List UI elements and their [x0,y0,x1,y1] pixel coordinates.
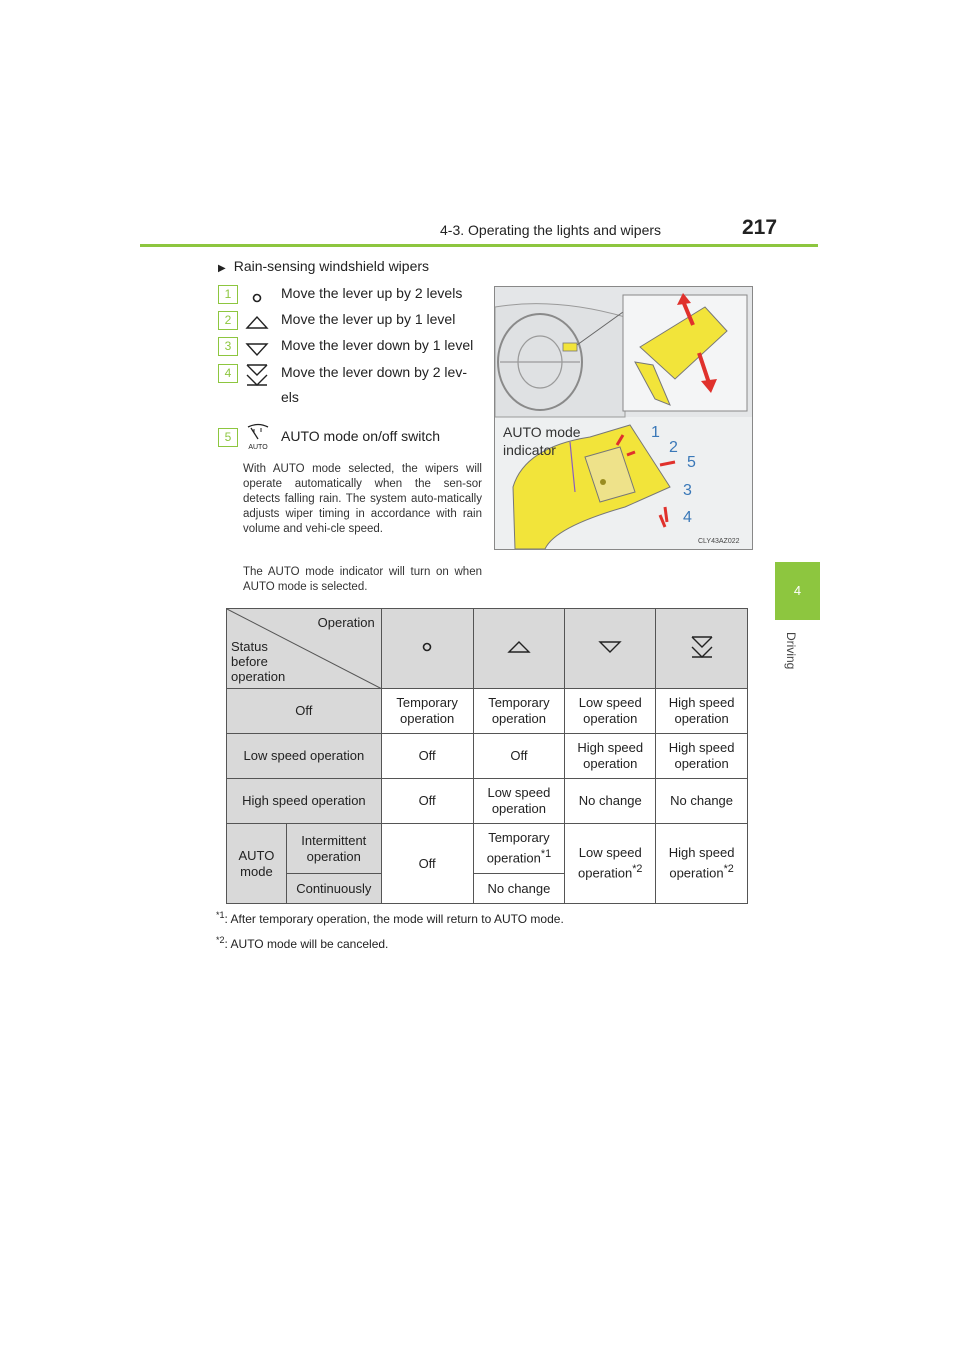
table-cell: Low speed operation [473,779,565,824]
auto-continuously-label: Continuously [286,874,381,904]
auto-col3-text: Low speed operation [578,845,642,881]
table-header-corner [227,609,382,689]
wiper-operation-table [226,608,748,904]
subheading [218,258,429,274]
item-text-4: Move the lever down by 2 lev-els [281,364,467,405]
table-cell: No change [656,779,748,824]
auto-col1-cell: Off [381,824,473,904]
table-row [227,779,748,824]
wiper-down-2-levels-icon [689,634,715,660]
item-number-4: 4 [218,364,238,383]
footnote-1-text: : After temporary operation, the mode will return to AUTO mode. [224,912,564,926]
illustration-code: CLY43AZ022 [698,538,740,545]
auto-mode-label: AUTO mode [227,824,287,904]
triangle-bullet-icon: ▶ [218,263,226,274]
col-header-up-2-levels [381,609,473,689]
wiper-up-1-level-icon [244,310,270,336]
item-number-1: 1 [218,285,238,304]
table-row [227,689,748,734]
table-cell: Low speed operation [565,689,656,734]
callout-number-2: 2 [669,439,678,456]
table-cell: Temporary operation [381,689,473,734]
table-cell: Off [381,734,473,779]
auto-col4-text: High speed operation [668,845,735,881]
section-title: 4-3. Operating the lights and wipers [440,222,662,238]
wiper-lever-illustration [494,286,753,550]
chapter-label: Driving [784,632,798,670]
auto-col2-intermittent-text: Temporary operation [486,830,550,866]
table-cell: High speed operation [656,734,748,779]
header-rule [140,244,818,247]
item-text-5: AUTO mode on/off switch [281,428,440,444]
header-operation-label: Operation [317,615,375,630]
item-number-2: 2 [218,311,238,330]
illustration-drawing [495,287,752,549]
footnote-mark-1: *1 [540,848,552,861]
auto-col2-intermittent-cell [473,824,565,874]
auto-mode-indicator-callout-line2: indicator [503,442,556,458]
auto-icon-label: AUTO [248,444,268,451]
callout-number-3: 3 [683,482,692,499]
auto-intermittent-label: Intermittent operation [286,824,381,874]
item-text-2: Move the lever up by 1 level [281,311,456,327]
item-text-3: Move the lever down by 1 level [281,337,474,353]
table-cell: High speed operation [565,734,656,779]
row-status: Off [227,689,382,734]
header-status-label [231,639,285,684]
footnote-1-mark: *1 [216,910,225,920]
header-status-line-1: Status [231,639,268,654]
callout-number-4: 4 [683,509,692,526]
footnote-1 [216,910,564,926]
subheading-text: Rain-sensing windshield wipers [233,258,430,274]
auto-col4-cell [656,824,748,904]
table-cell: No change [565,779,656,824]
wiper-down-1-level-icon [244,336,270,362]
col-header-down-1-level [565,609,656,689]
callout-number-1: 1 [651,424,660,441]
wiper-up-2-levels-icon [244,285,270,311]
wiper-up-2-levels-icon [414,634,440,660]
table-row [227,734,748,779]
description-paragraph: With AUTO mode selected, the wipers will operate automatically when the sen-sor detects falling rain. The system auto-matically adjusts wiper timing in accordance with rain volume and vehi-cle speed. [243,463,482,535]
footnote-mark-2: *2 [723,863,734,876]
table-row [227,824,748,874]
auto-col2-continuously-cell: No change [473,874,565,904]
footnote-2-text: : AUTO mode will be canceled. [224,937,389,951]
footnote-2 [216,935,388,951]
wiper-up-1-level-icon [506,634,532,660]
row-status: Low speed operation [227,734,382,779]
col-header-up-1-level [473,609,565,689]
wiper-down-1-level-icon [597,634,623,660]
auto-col3-cell [565,824,656,904]
item-text-1: Move the lever up by 2 levels [281,285,463,301]
header-status-line-3: operation [231,669,286,684]
item-number-3: 3 [218,337,238,356]
chapter-tab: 4 [775,562,820,620]
table-cell: Off [381,779,473,824]
col-header-down-2-levels [656,609,748,689]
indicator-paragraph: The AUTO mode indicator will turn on when AUTO mode is selected. [243,566,482,593]
wiper-down-2-levels-icon [244,362,270,388]
table-cell: High speed operation [656,689,748,734]
table-cell: Temporary operation [473,689,565,734]
footnote-2-mark: *2 [216,935,225,945]
footnote-mark-2: *2 [632,863,643,876]
row-status: High speed operation [227,779,382,824]
item-number-5: 5 [218,428,238,447]
table-cell: Off [473,734,565,779]
callout-number-5: 5 [687,454,696,471]
auto-mode-indicator-callout-line1: AUTO mode [503,424,581,440]
wiper-auto-icon [244,421,272,451]
header-status-line-2: before [231,654,268,669]
page-number: 217 [742,216,778,239]
